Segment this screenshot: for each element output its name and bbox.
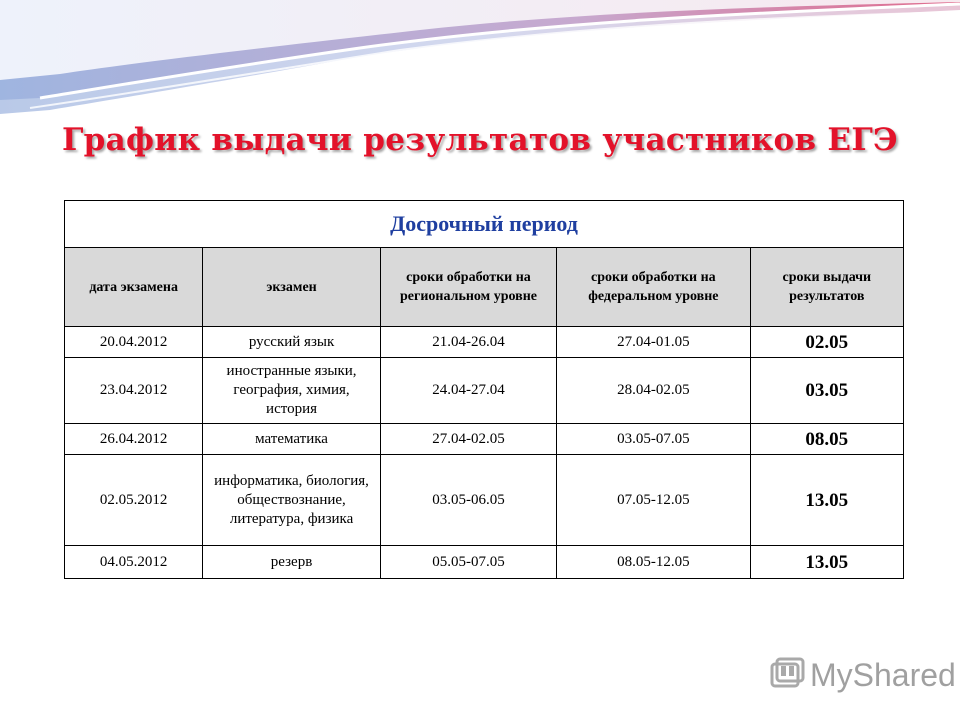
- cell-exam: резерв: [203, 546, 381, 579]
- cell-result: 13.05: [750, 455, 903, 546]
- cell-regional: 24.04-27.04: [380, 358, 556, 424]
- watermark-text: [810, 657, 956, 694]
- cell-date: 26.04.2012: [65, 424, 203, 455]
- cell-date: 20.04.2012: [65, 327, 203, 358]
- cell-result: 02.05: [750, 327, 903, 358]
- cell-exam: иностранные языки, география, химия, история: [203, 358, 381, 424]
- decorative-header-swoosh: [0, 0, 960, 120]
- table-row: [65, 455, 904, 546]
- cell-regional: 27.04-02.05: [380, 424, 556, 455]
- cell-exam: информатика, биология, обществознание, литература, физика: [203, 455, 381, 546]
- cell-date: 04.05.2012: [65, 546, 203, 579]
- cell-federal: 27.04-01.05: [557, 327, 750, 358]
- cell-federal: 28.04-02.05: [557, 358, 750, 424]
- header-exam: экзамен: [203, 248, 381, 327]
- cell-regional: 05.05-07.05: [380, 546, 556, 579]
- results-schedule-table: [64, 200, 904, 579]
- table-row: [65, 327, 904, 358]
- table-row: [65, 424, 904, 455]
- cell-exam: математика: [203, 424, 381, 455]
- cell-federal: 08.05-12.05: [557, 546, 750, 579]
- cell-date: 02.05.2012: [65, 455, 203, 546]
- watermark-text-my: My: [810, 656, 853, 693]
- myshared-watermark: [768, 656, 956, 694]
- header-federal-processing: сроки обработки на федеральном уровне: [557, 248, 750, 327]
- cell-regional: 21.04-26.04: [380, 327, 556, 358]
- watermark-text-shared: Shared: [852, 656, 956, 693]
- myshared-logo-icon: [768, 656, 806, 694]
- cell-result: 08.05: [750, 424, 903, 455]
- cell-exam: русский язык: [203, 327, 381, 358]
- cell-federal: 07.05-12.05: [557, 455, 750, 546]
- cell-date: 23.04.2012: [65, 358, 203, 424]
- header-results-issue: сроки выдачи результатов: [750, 248, 903, 327]
- cell-result: 03.05: [750, 358, 903, 424]
- table-row: [65, 546, 904, 579]
- header-regional-processing: сроки обработки на региональном уровне: [380, 248, 556, 327]
- table-row: [65, 358, 904, 424]
- header-row: [65, 248, 904, 327]
- cell-regional: 03.05-06.05: [380, 455, 556, 546]
- cell-result: 13.05: [750, 546, 903, 579]
- slide-title: График выдачи результатов участников ЕГЭ: [61, 122, 899, 158]
- cell-federal: 03.05-07.05: [557, 424, 750, 455]
- period-heading: Досрочный период: [65, 201, 904, 248]
- header-exam-date: дата экзамена: [65, 248, 203, 327]
